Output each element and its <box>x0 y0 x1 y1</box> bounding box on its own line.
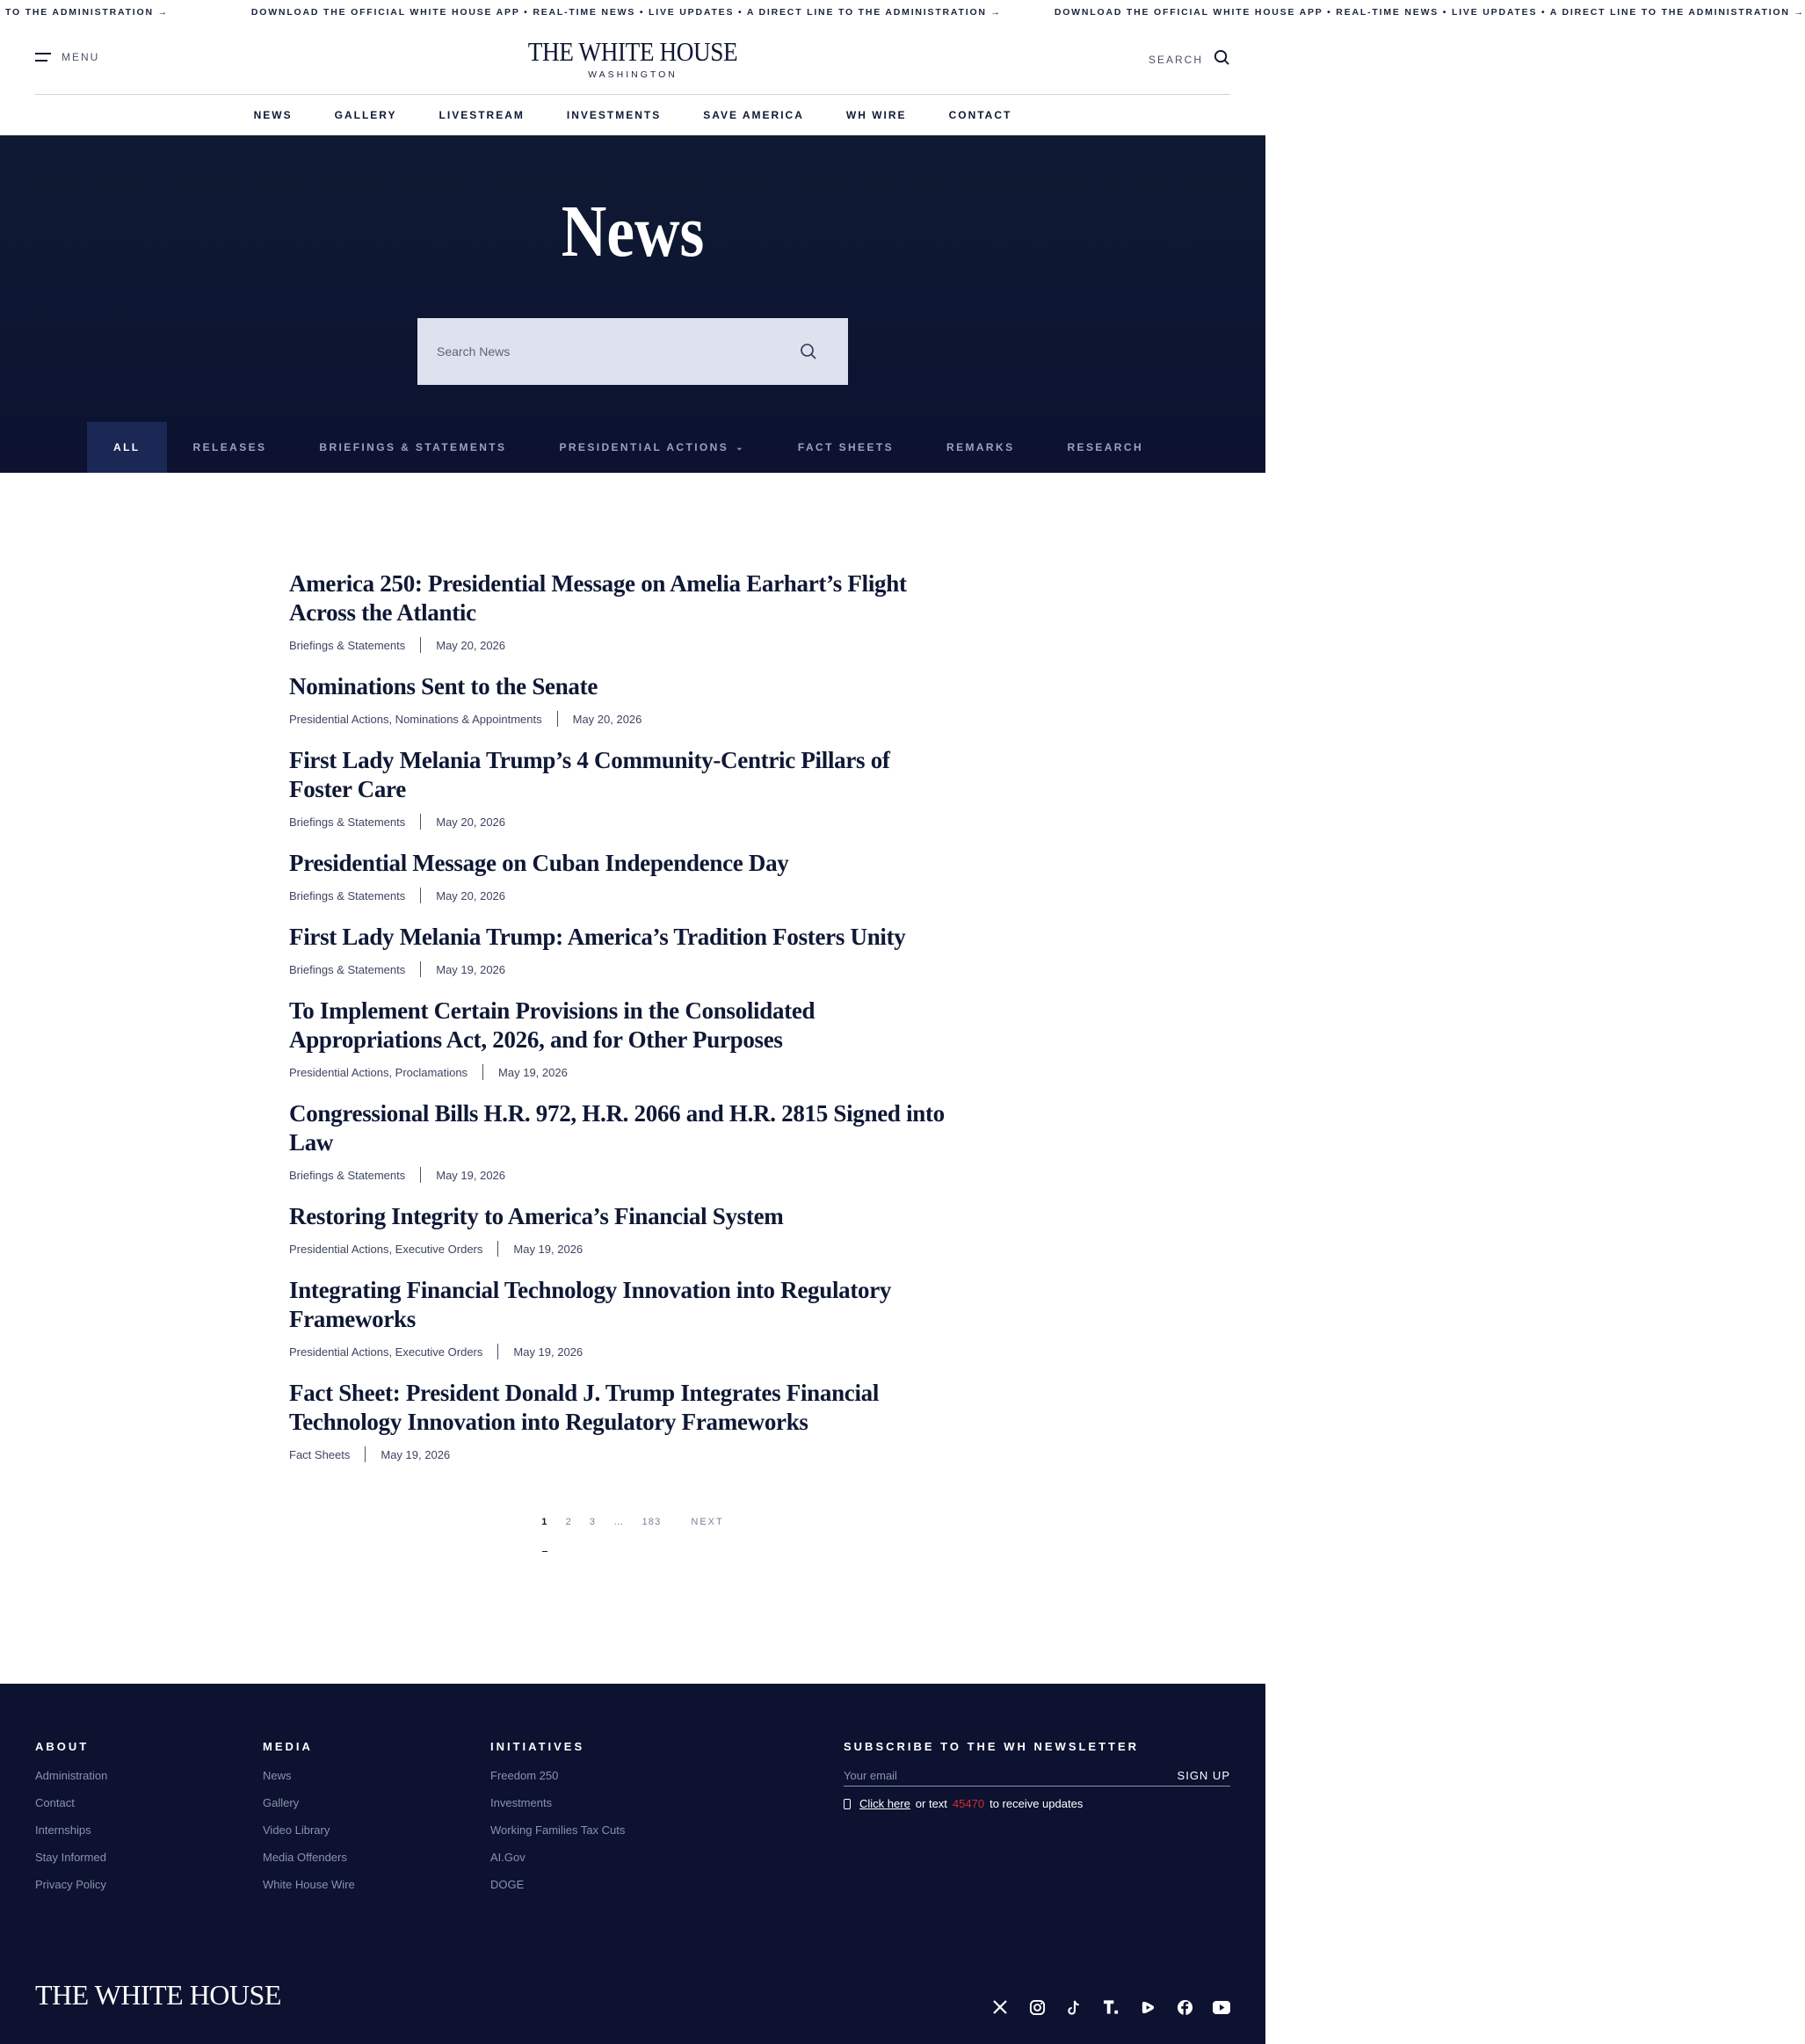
news-hero <box>0 135 1265 473</box>
tab-presidential-actions[interactable] <box>533 422 771 473</box>
article-title-link[interactable]: First Lady Melania Trump: America’s Tradition Fosters Unity <box>289 924 906 950</box>
article-category[interactable]: Briefings & Statements <box>289 1168 406 1182</box>
footer-column-heading: ABOUT <box>35 1740 90 1753</box>
article-meta <box>289 814 957 830</box>
article-category[interactable]: Presidential Actions, Executive Orders <box>289 1242 483 1256</box>
news-article <box>289 1276 957 1359</box>
nav-link-save-america[interactable]: SAVE AMERICA <box>703 109 804 121</box>
article-date: May 19, 2026 <box>498 1065 568 1079</box>
footer-column-heading: MEDIA <box>263 1740 313 1753</box>
article-title-link[interactable]: First Lady Melania Trump’s 4 Community-Centric Pillars of Foster Care <box>289 747 890 802</box>
footer-link-ai-gov[interactable]: AI.Gov <box>490 1851 526 1864</box>
article-meta <box>289 1064 957 1080</box>
page-183-link[interactable]: 183 <box>642 1517 662 1527</box>
signup-button[interactable]: SIGN UP <box>1177 1769 1230 1782</box>
sms-note <box>844 1797 1230 1810</box>
tab-label: RELEASES <box>192 441 267 453</box>
x-icon[interactable] <box>991 1998 1009 2016</box>
article-meta <box>289 888 957 903</box>
news-search-input[interactable] <box>417 318 769 385</box>
nav-link-news[interactable]: NEWS <box>253 109 293 121</box>
article-category[interactable]: Briefings & Statements <box>289 638 406 652</box>
page-2-link[interactable]: 2 <box>565 1517 572 1527</box>
site-logo[interactable] <box>514 37 752 80</box>
footer-column-initiatives <box>490 1740 625 1905</box>
news-search-box <box>417 318 848 385</box>
newsletter-signup <box>844 1740 1230 1810</box>
news-article <box>289 849 957 903</box>
footer-column-heading: INITIATIVES <box>490 1740 585 1753</box>
main-nav <box>0 95 1265 135</box>
article-category[interactable]: Briefings & Statements <box>289 962 406 976</box>
tab-fact-sheets[interactable] <box>772 422 920 473</box>
article-date: May 19, 2026 <box>513 1242 584 1256</box>
truth-social-icon[interactable] <box>1102 1998 1120 2016</box>
page-1-link[interactable]: 1 <box>541 1517 547 1543</box>
article-date: May 20, 2026 <box>436 638 506 652</box>
footer-link-internships[interactable]: Internships <box>35 1823 91 1837</box>
article-meta <box>289 637 957 653</box>
article-date: May 19, 2026 <box>436 1168 506 1182</box>
nav-link-investments[interactable]: INVESTMENTS <box>566 109 662 121</box>
article-meta <box>289 711 957 727</box>
sms-note-mid: or text <box>915 1797 947 1810</box>
tab-label: BRIEFINGS & STATEMENTS <box>319 441 507 453</box>
footer-link-contact[interactable]: Contact <box>35 1796 75 1809</box>
article-date: May 19, 2026 <box>436 962 506 976</box>
footer-link-stay-informed[interactable]: Stay Informed <box>35 1851 106 1864</box>
article-title-link[interactable]: Fact Sheet: President Donald J. Trump Integrates Financial Technology Innovation into Regulatory Frameworks <box>289 1380 880 1435</box>
article-title-link[interactable]: Restoring Integrity to America’s Financial System <box>289 1203 784 1229</box>
footer-link-gallery[interactable]: Gallery <box>263 1796 300 1809</box>
tab-briefings-statements[interactable] <box>293 422 533 473</box>
tab-all[interactable] <box>87 422 167 473</box>
footer-link-media-offenders[interactable]: Media Offenders <box>263 1851 347 1864</box>
tab-label: PRESIDENTIAL ACTIONS <box>559 441 729 453</box>
meta-divider <box>420 637 421 653</box>
article-meta <box>289 1241 957 1257</box>
search-icon <box>800 343 817 360</box>
article-category[interactable]: Presidential Actions, Executive Orders <box>289 1345 483 1359</box>
next-page-link[interactable]: NEXT <box>691 1517 724 1527</box>
news-article <box>289 1099 957 1183</box>
ticker-item[interactable]: DOWNLOAD THE OFFICIAL WHITE HOUSE APP • REAL-TIME NEWS • LIVE UPDATES • A DIRECT LINE TO THE ADMINISTRATION → <box>250 7 1002 18</box>
meta-divider <box>420 888 421 903</box>
nav-link-gallery[interactable]: GALLERY <box>334 109 397 121</box>
news-list <box>0 473 1265 1462</box>
instagram-icon[interactable] <box>1028 1998 1046 2016</box>
social-links <box>991 1998 1230 2016</box>
news-article <box>289 569 957 653</box>
article-date: May 20, 2026 <box>436 815 506 829</box>
nav-link-contact[interactable]: CONTACT <box>948 109 1012 121</box>
ticker-item[interactable]: DOWNLOAD THE OFFICIAL WHITE HOUSE APP • REAL-TIME NEWS • LIVE UPDATES • A DIRECT LINE TO THE ADMINISTRATION → <box>1054 7 1805 18</box>
hamburger-icon <box>35 53 51 62</box>
tab-label: REMARKS <box>946 441 1015 453</box>
article-title-link[interactable]: Congressional Bills H.R. 972, H.R. 2066 and H.R. 2815 Signed into Law <box>289 1100 945 1156</box>
news-article <box>289 923 957 977</box>
menu-button[interactable] <box>35 51 99 63</box>
article-category[interactable]: Presidential Actions, Nominations & Appointments <box>289 712 542 726</box>
article-meta <box>289 961 957 977</box>
news-article <box>289 997 957 1080</box>
news-article <box>289 746 957 830</box>
footer-column-media <box>263 1740 355 1905</box>
tab-label: FACT SHEETS <box>797 441 894 453</box>
sms-note-end: to receive updates <box>989 1797 1084 1810</box>
article-date: May 20, 2026 <box>436 888 506 902</box>
search-label: SEARCH <box>1148 54 1203 66</box>
footer-link-freedom-250[interactable]: Freedom 250 <box>490 1769 559 1782</box>
article-date: May 20, 2026 <box>572 712 642 726</box>
article-meta <box>289 1446 957 1462</box>
rumble-icon[interactable] <box>1139 1998 1156 2016</box>
meta-divider <box>497 1241 498 1257</box>
announcement-ticker[interactable] <box>0 0 1805 25</box>
meta-divider <box>557 711 558 727</box>
article-category[interactable]: Briefings & Statements <box>289 888 406 902</box>
article-title-link[interactable]: Presidential Message on Cuban Independence Day <box>289 850 789 876</box>
youtube-icon[interactable] <box>1213 1998 1230 2016</box>
article-date: May 19, 2026 <box>513 1345 584 1359</box>
meta-divider <box>420 961 421 977</box>
facebook-icon[interactable] <box>1176 1998 1193 2016</box>
site-footer <box>0 1684 1265 2044</box>
tiktok-icon[interactable] <box>1065 1998 1083 2016</box>
logo-title: THE WHITE HOUSE <box>527 36 738 67</box>
footer-link-video-library[interactable]: Video Library <box>263 1823 330 1837</box>
pagination <box>0 1517 1265 1543</box>
tab-research[interactable] <box>1040 422 1170 473</box>
tab-remarks[interactable] <box>920 422 1040 473</box>
article-category[interactable]: Fact Sheets <box>289 1447 351 1461</box>
meta-divider <box>420 1167 421 1183</box>
news-article <box>289 1379 957 1462</box>
article-title-link[interactable]: America 250: Presidential Message on Amelia Earhart’s Flight Across the Atlantic <box>289 570 907 626</box>
meta-divider <box>497 1344 498 1359</box>
footer-link-doge[interactable]: DOGE <box>490 1878 525 1891</box>
article-meta <box>289 1344 957 1359</box>
footer-link-privacy-policy[interactable]: Privacy Policy <box>35 1878 106 1891</box>
page-3-link[interactable]: 3 <box>589 1517 597 1527</box>
meta-divider <box>420 814 421 830</box>
article-date: May 19, 2026 <box>381 1447 451 1461</box>
nav-link-livestream[interactable]: LIVESTREAM <box>439 109 525 121</box>
footer-link-administration[interactable]: Administration <box>35 1769 108 1782</box>
news-search-submit[interactable] <box>769 318 848 385</box>
article-category[interactable]: Briefings & Statements <box>289 815 406 829</box>
site-header <box>0 25 1265 95</box>
article-meta <box>289 1167 957 1183</box>
header-search-button[interactable] <box>1149 49 1230 70</box>
footer-link-investments[interactable]: Investments <box>490 1796 553 1809</box>
meta-divider <box>365 1446 366 1462</box>
sms-code: 45470 <box>952 1797 985 1810</box>
chevron-down-icon: ⌄ <box>736 442 745 453</box>
footer-link-news[interactable]: News <box>263 1769 292 1782</box>
search-icon <box>1214 49 1230 70</box>
sms-click-here-link[interactable]: Click here <box>859 1797 910 1810</box>
article-category[interactable]: Presidential Actions, Proclamations <box>289 1065 468 1079</box>
menu-label: MENU <box>62 51 100 63</box>
news-filter-tabs <box>87 422 1170 473</box>
tab-releases[interactable] <box>167 422 294 473</box>
tab-label: ALL <box>113 441 141 453</box>
tab-label: RESEARCH <box>1067 441 1144 453</box>
article-title-link[interactable]: Nominations Sent to the Senate <box>289 673 598 699</box>
ticker-item[interactable]: TO THE ADMINISTRATION → <box>5 7 169 18</box>
page-title: News <box>561 191 705 272</box>
nav-link-wh-wire[interactable]: WH WIRE <box>845 109 907 121</box>
logo-subtitle: WASHINGTON <box>588 69 678 80</box>
phone-icon <box>844 1799 851 1809</box>
footer-link-working-families-tax-cuts[interactable]: Working Families Tax Cuts <box>490 1823 626 1837</box>
newsletter-heading: SUBSCRIBE TO THE WH NEWSLETTER <box>844 1740 1140 1753</box>
newsletter-email-input[interactable] <box>844 1769 1178 1782</box>
news-article <box>289 1202 957 1257</box>
article-title-link[interactable]: To Implement Certain Provisions in the Consolidated Appropriations Act, 2026, and for Other Purposes <box>289 997 816 1053</box>
pagination-ellipsis: … <box>613 1517 625 1527</box>
article-title-link[interactable]: Integrating Financial Technology Innovation into Regulatory Frameworks <box>289 1277 892 1332</box>
footer-link-white-house-wire[interactable]: White House Wire <box>263 1878 355 1891</box>
footer-column-about <box>35 1740 107 1905</box>
news-article <box>289 672 957 727</box>
footer-logo[interactable]: THE WHITE HOUSE <box>35 1979 281 2011</box>
meta-divider <box>482 1064 483 1080</box>
